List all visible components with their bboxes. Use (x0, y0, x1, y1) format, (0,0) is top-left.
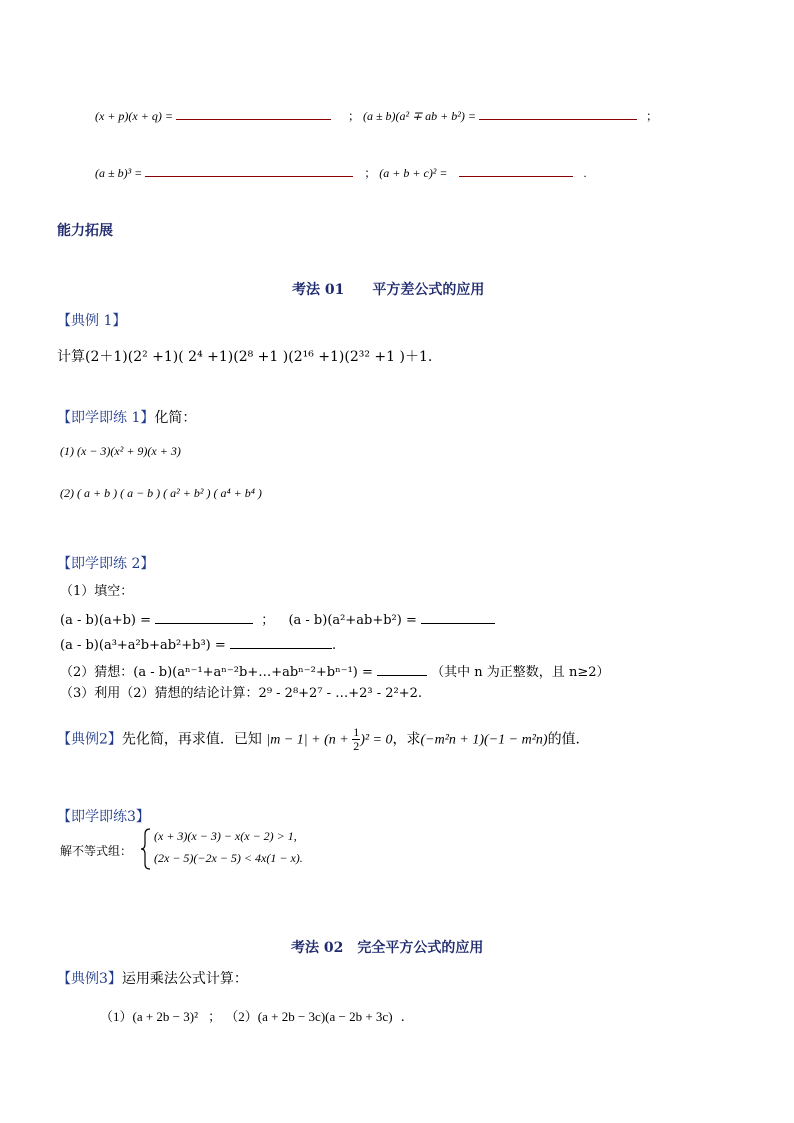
example3-q1: （1）(a + 2b − 3)² (100, 1009, 198, 1024)
separator: ； (645, 109, 658, 123)
fraction-denominator: 2 (353, 739, 360, 753)
separator: ； (261, 613, 275, 628)
example1-label: 【典例 1】 (57, 313, 127, 329)
answer-blank[interactable] (176, 105, 331, 120)
example2-pre: 先化简，再求值．已知 (121, 731, 262, 748)
example3-q2: （2）(a + 2b − 3c)(a − 2b + 3c) (225, 1009, 393, 1024)
example3-header (57, 968, 248, 988)
practice2-diff-squares: (a - b)(a+b) = (60, 613, 152, 628)
separator: . (331, 638, 337, 653)
practice2-q3: （3）利用（2）猜想的结论计算：2⁹ - 2⁸+2⁷ - …+2³ - 2²+2. (60, 686, 423, 701)
example1-text: 计算(2＋1)(2² +1)( 2⁴ +1)(2⁸ +1 )(2¹⁶ +1)(2³² +1 )＋1. (57, 349, 433, 365)
practice1-label: 【即学即练 1】 (57, 410, 155, 426)
formula-binomial-cube: (a ± b)³ = (95, 166, 143, 180)
practice2-line2 (60, 634, 336, 653)
separator: ； (208, 1010, 222, 1025)
example2-condition: |m − 1| + (n + (266, 732, 353, 748)
formula-trinomial-square: (a + b + c)² = (379, 166, 448, 180)
example2-expression: (−m²n + 1)(−1 − m²n) (420, 732, 548, 748)
practice1-item-2: (2) ( a + b ) ( a − b ) ( a² + b² ) ( a⁴ + b⁴ ) (60, 486, 262, 500)
practice2-q1: （1）填空： (60, 584, 134, 599)
practice2-conjecture: （2）猜想：(a - b)(aⁿ⁻¹+aⁿ⁻²b+…+abⁿ⁻²+bⁿ⁻¹) = (60, 665, 373, 680)
answer-blank[interactable] (459, 162, 573, 177)
practice3-label: 【即学即练3】 (57, 809, 150, 825)
example2-condition-end: )² = 0 (360, 732, 393, 748)
section-heading-ability: 能力拓展 (57, 223, 113, 239)
formula-xpxq: (x + p)(x + q) = (95, 109, 173, 123)
system-brace-icon (140, 828, 152, 870)
answer-blank[interactable] (155, 609, 253, 624)
example3-label: 【典例3】 (57, 971, 122, 987)
inequality-2: (2x − 5)(−2x − 5) < 4x(1 − x). (154, 851, 303, 865)
formula-line-1 (95, 105, 658, 124)
answer-blank[interactable] (479, 105, 637, 120)
practice1-text: 化简： (154, 410, 197, 426)
example2-label: 【典例2】 (57, 731, 122, 748)
fraction-numerator: 1 (353, 725, 360, 739)
example2-mid: ，求 (392, 731, 421, 748)
inequality-1: (x + 3)(x − 3) − x(x − 2) > 1, (154, 829, 297, 843)
practice3-prefix: 解不等式组： (60, 844, 133, 858)
practice2-line1 (60, 609, 495, 628)
method1-title: 考法 01 平方差公式的应用 (292, 282, 485, 298)
practice1-item-1: (1) (x − 3)(x² + 9)(x + 3) (60, 444, 181, 458)
separator: ； (364, 166, 377, 180)
answer-blank[interactable] (377, 661, 427, 676)
practice2-diff-fourth: (a - b)(a³+a²b+ab²+b³) = (60, 638, 226, 653)
practice1-header (57, 407, 196, 427)
separator: . (583, 166, 587, 180)
fraction-one-half (352, 726, 360, 753)
separator: . (400, 1010, 405, 1025)
practice2-line3 (60, 661, 609, 680)
method2-title: 考法 02 完全平方公式的应用 (291, 940, 484, 956)
answer-blank[interactable] (421, 609, 495, 624)
answer-blank[interactable] (230, 634, 332, 649)
formula-cube-sum: (a ± b)(a² ∓ ab + b²) = (362, 109, 476, 123)
example3-questions (100, 1006, 405, 1025)
example2-post: 的值. (547, 731, 581, 748)
practice2-condition: （其中 n 为正整数，且 n≥2） (431, 665, 610, 680)
answer-blank[interactable] (145, 162, 353, 177)
separator: ； (347, 109, 360, 123)
example2 (57, 726, 580, 753)
formula-line-2 (95, 162, 587, 181)
practice2-diff-cubes: (a - b)(a²+ab+b²) = (288, 613, 417, 628)
example3-text: 运用乘法公式计算： (121, 971, 248, 987)
practice2-label: 【即学即练 2】 (57, 556, 155, 572)
